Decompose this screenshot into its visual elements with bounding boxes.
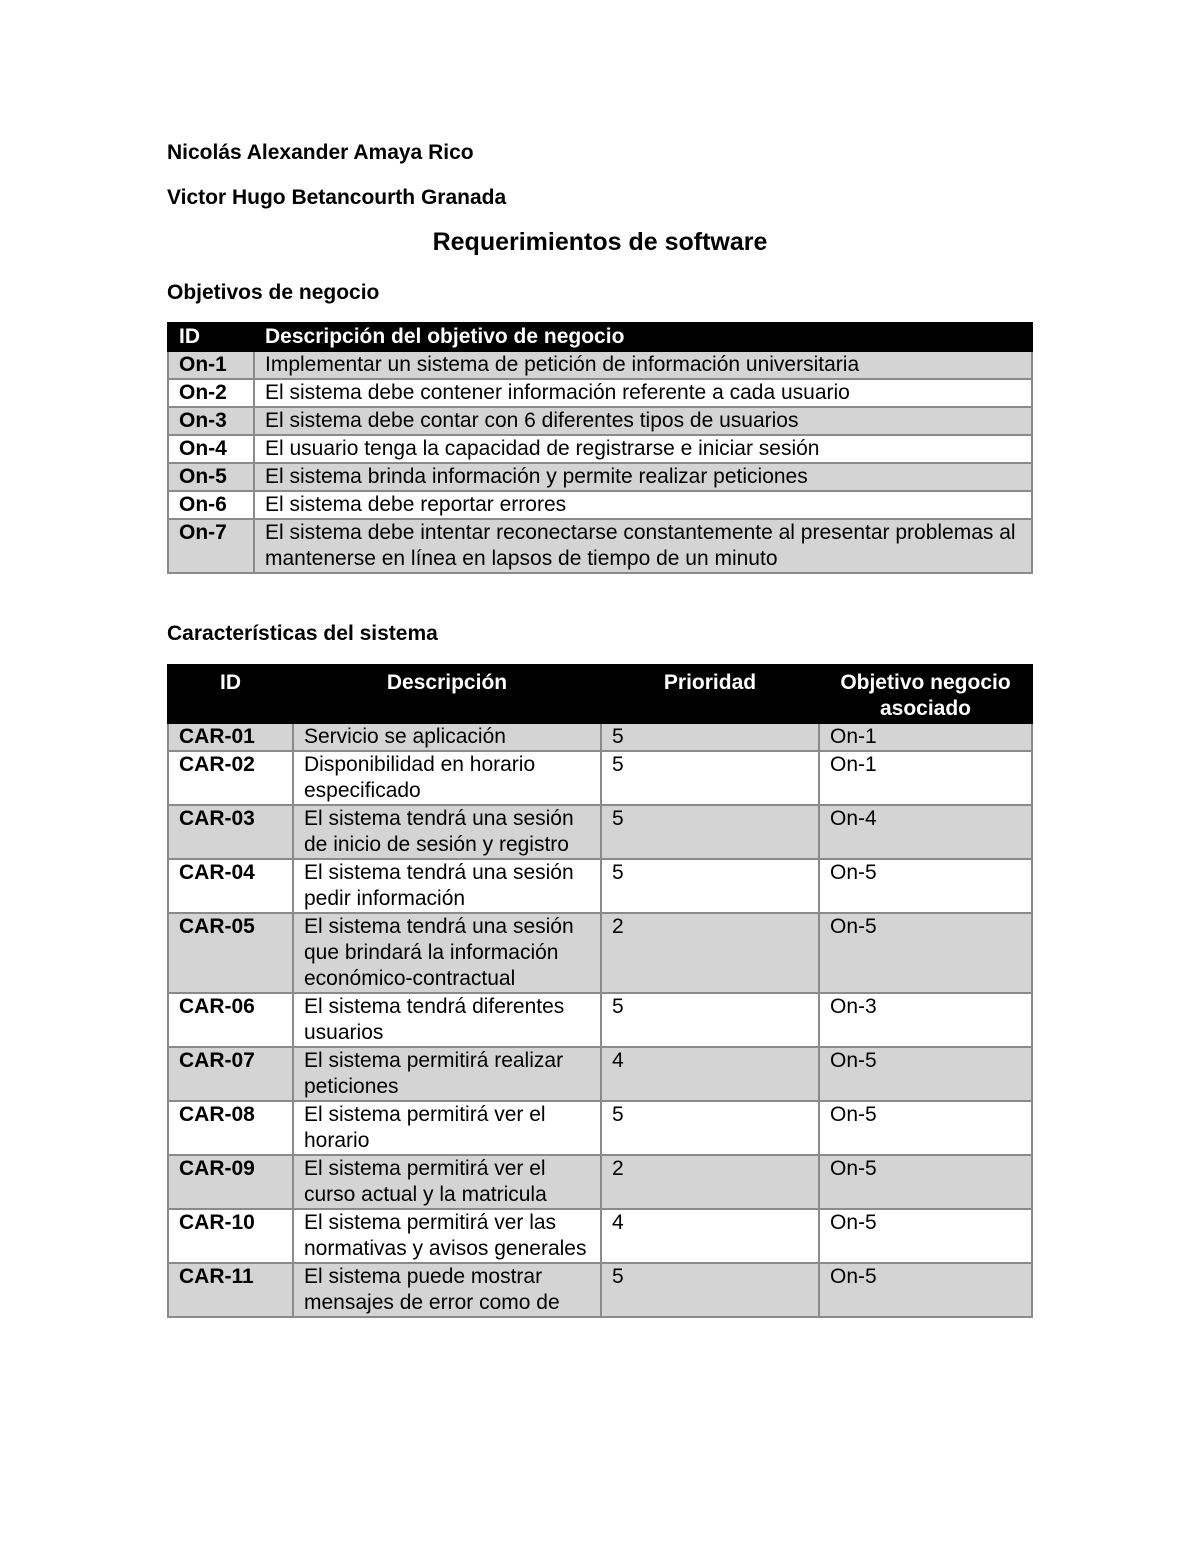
table-row <box>168 1047 1032 1101</box>
objective-description: El usuario tenga la capacidad de registrarse e iniciar sesión <box>254 435 1032 463</box>
objective-id: On-3 <box>168 407 254 435</box>
objective-description: El sistema debe contener información referente a cada usuario <box>254 379 1032 407</box>
author-name: Nicolás Alexander Amaya Rico <box>167 141 474 164</box>
feature-priority: 2 <box>601 1155 819 1209</box>
feature-description: Disponibilidad en horario especificado <box>293 751 601 805</box>
feature-objective: On-4 <box>819 805 1032 859</box>
table-row <box>168 1101 1032 1155</box>
table-row <box>168 519 1032 573</box>
feature-description: El sistema permitirá ver las normativas y avisos generales <box>293 1209 601 1263</box>
feature-priority: 5 <box>601 751 819 805</box>
feature-description: El sistema tendrá una sesión pedir información <box>293 859 601 913</box>
section-heading-objectives: Objetivos de negocio <box>167 281 380 304</box>
feature-priority: 5 <box>601 859 819 913</box>
feature-id: CAR-02 <box>168 751 293 805</box>
feature-objective: On-1 <box>819 723 1032 751</box>
feature-description: El sistema tendrá diferentes usuarios <box>293 993 601 1047</box>
objective-description: El sistema debe reportar errores <box>254 491 1032 519</box>
feature-description: El sistema permitirá realizar peticiones <box>293 1047 601 1101</box>
feature-id: CAR-08 <box>168 1101 293 1155</box>
objective-id: On-2 <box>168 379 254 407</box>
table-row <box>168 463 1032 491</box>
column-header-priority: Prioridad <box>601 665 819 723</box>
feature-objective: On-5 <box>819 1209 1032 1263</box>
column-header-description: Descripción del objetivo de negocio <box>254 323 1032 351</box>
feature-description: El sistema permitirá ver el curso actual y la matricula <box>293 1155 601 1209</box>
table-row <box>168 1263 1032 1317</box>
column-header-id: ID <box>168 323 254 351</box>
objective-description: El sistema brinda información y permite realizar peticiones <box>254 463 1032 491</box>
document-title: Requerimientos de software <box>432 228 768 256</box>
feature-description: El sistema permitirá ver el horario <box>293 1101 601 1155</box>
table-row <box>168 723 1032 751</box>
table-row <box>168 435 1032 463</box>
feature-objective: On-5 <box>819 1101 1032 1155</box>
feature-priority: 5 <box>601 1263 819 1317</box>
table-row <box>168 805 1032 859</box>
feature-id: CAR-03 <box>168 805 293 859</box>
objective-id: On-1 <box>168 351 254 379</box>
objective-description: Implementar un sistema de petición de información universitaria <box>254 351 1032 379</box>
objective-description: El sistema debe intentar reconectarse constantemente al presentar problemas al mantenerse en línea en lapsos de tiempo de un minuto <box>254 519 1032 573</box>
feature-objective: On-5 <box>819 1155 1032 1209</box>
feature-description: El sistema tendrá una sesión de inicio de sesión y registro <box>293 805 601 859</box>
feature-priority: 5 <box>601 723 819 751</box>
feature-priority: 2 <box>601 913 819 993</box>
table-row <box>168 1155 1032 1209</box>
feature-id: CAR-01 <box>168 723 293 751</box>
feature-description: Servicio se aplicación <box>293 723 601 751</box>
feature-id: CAR-07 <box>168 1047 293 1101</box>
feature-objective: On-5 <box>819 1047 1032 1101</box>
feature-id: CAR-04 <box>168 859 293 913</box>
objective-id: On-4 <box>168 435 254 463</box>
feature-objective: On-3 <box>819 993 1032 1047</box>
table-row <box>168 351 1032 379</box>
table-row <box>168 1209 1032 1263</box>
table-row <box>168 913 1032 993</box>
objective-id: On-5 <box>168 463 254 491</box>
feature-priority: 5 <box>601 1101 819 1155</box>
feature-objective: On-5 <box>819 859 1032 913</box>
section-heading-features: Características del sistema <box>167 622 438 645</box>
feature-priority: 5 <box>601 805 819 859</box>
column-header-id: ID <box>168 665 293 723</box>
feature-description: El sistema puede mostrar mensajes de error como de <box>293 1263 601 1317</box>
table-header-row <box>168 665 1032 723</box>
feature-id: CAR-11 <box>168 1263 293 1317</box>
objective-id: On-6 <box>168 491 254 519</box>
feature-priority: 5 <box>601 993 819 1047</box>
feature-id: CAR-09 <box>168 1155 293 1209</box>
table-row <box>168 993 1032 1047</box>
table-row <box>168 491 1032 519</box>
table-header-row <box>168 323 1032 351</box>
features-table <box>167 664 1033 1318</box>
objective-description: El sistema debe contar con 6 diferentes tipos de usuarios <box>254 407 1032 435</box>
feature-id: CAR-06 <box>168 993 293 1047</box>
table-row <box>168 859 1032 913</box>
feature-description: El sistema tendrá una sesión que brindará la información económico-contractual <box>293 913 601 993</box>
column-header-description: Descripción <box>293 665 601 723</box>
feature-objective: On-5 <box>819 1263 1032 1317</box>
table-row <box>168 751 1032 805</box>
feature-objective: On-5 <box>819 913 1032 993</box>
table-row <box>168 379 1032 407</box>
feature-id: CAR-10 <box>168 1209 293 1263</box>
objectives-table <box>167 322 1033 574</box>
feature-objective: On-1 <box>819 751 1032 805</box>
table-row <box>168 407 1032 435</box>
feature-id: CAR-05 <box>168 913 293 993</box>
feature-priority: 4 <box>601 1209 819 1263</box>
feature-priority: 4 <box>601 1047 819 1101</box>
author-name: Victor Hugo Betancourth Granada <box>167 186 507 209</box>
column-header-objective: Objetivo negocio asociado <box>819 665 1032 723</box>
objective-id: On-7 <box>168 519 254 573</box>
